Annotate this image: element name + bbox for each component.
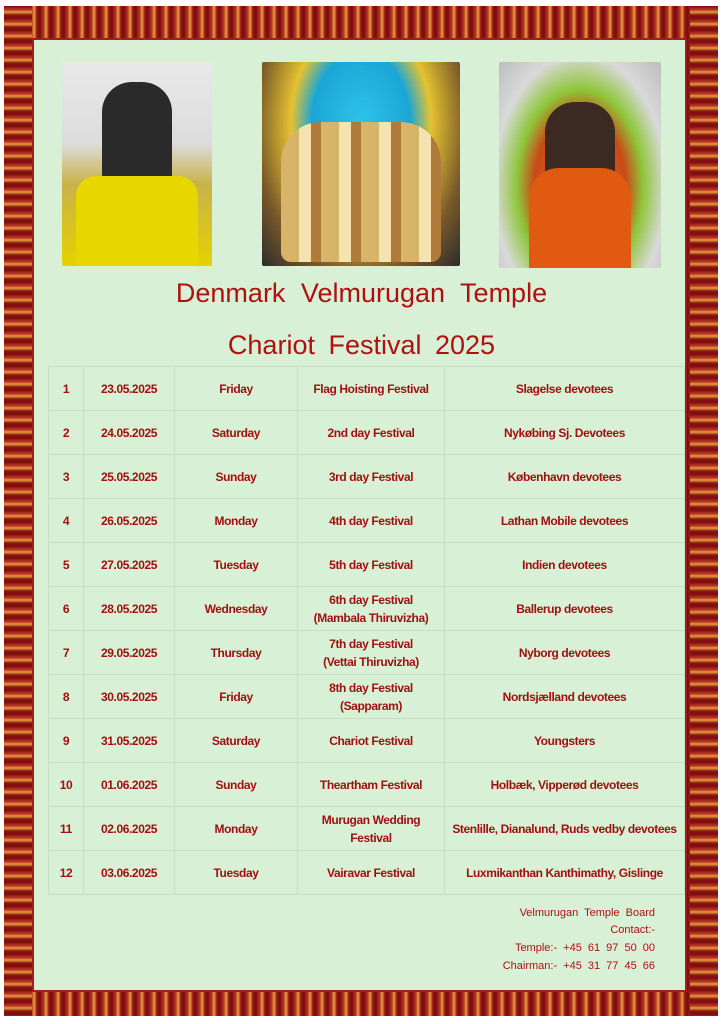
footer-temple-phone: Temple:- +45 61 97 50 00	[514, 942, 655, 954]
row-day-text: Friday	[219, 381, 253, 396]
row-event	[298, 763, 445, 807]
row-day	[175, 851, 298, 895]
row-number-text: 11	[60, 821, 72, 836]
row-day-text: Tuesday	[213, 557, 259, 572]
row-devotee-group-text: Luxmikanthan Kanthimathy, Gislinge	[466, 865, 663, 880]
row-devotee-group-text: Nykøbing Sj. Devotees	[504, 425, 625, 440]
row-number-text: 3	[62, 469, 70, 484]
row-devotee-group	[445, 499, 685, 543]
row-event-text: Murugan Wedding Festival	[321, 812, 421, 845]
ganesha-photo	[62, 62, 212, 266]
row-date-text: 30.05.2025	[100, 689, 158, 704]
table-row	[49, 587, 685, 631]
festival-schedule-table	[48, 366, 685, 895]
row-number	[49, 631, 84, 675]
row-date-text: 31.05.2025	[100, 733, 158, 748]
row-number	[49, 543, 84, 587]
row-devotee-group	[445, 631, 685, 675]
table-row	[49, 631, 685, 675]
row-devotee-group	[445, 807, 685, 851]
row-date-text: 02.06.2025	[100, 821, 158, 836]
row-date	[84, 455, 175, 499]
row-devotee-group-text: Indien devotees	[522, 557, 607, 572]
row-date-text: 25.05.2025	[100, 469, 158, 484]
row-date-text: 29.05.2025	[100, 645, 158, 660]
table-row	[49, 851, 685, 895]
row-devotee-group	[445, 851, 685, 895]
row-event	[298, 851, 445, 895]
row-date-text: 23.05.2025	[100, 381, 158, 396]
row-date-text: 28.05.2025	[100, 601, 158, 616]
row-event-text: 2nd day Festival	[327, 425, 415, 440]
row-number	[49, 411, 84, 455]
row-day-text: Friday	[219, 689, 253, 704]
deity-figure	[281, 122, 441, 262]
row-day	[175, 807, 298, 851]
row-number	[49, 455, 84, 499]
row-devotee-group-text: Stenlille, Dianalund, Ruds vedby devotees	[452, 821, 677, 836]
decorative-border-right	[690, 6, 718, 1016]
row-number-text: 8	[62, 689, 70, 704]
row-number	[49, 807, 84, 851]
row-number-text: 10	[59, 777, 73, 792]
row-devotee-group	[445, 675, 685, 719]
row-number-text: 2	[62, 425, 70, 440]
footer-board: Velmurugan Temple Board	[519, 907, 655, 919]
row-devotee-group-text: Ballerup devotees	[516, 601, 613, 616]
row-devotee-group-text: Slagelse devotees	[515, 381, 614, 396]
row-event	[298, 543, 445, 587]
table-row	[49, 807, 685, 851]
row-number	[49, 499, 84, 543]
row-event	[298, 367, 445, 411]
table-row	[49, 455, 685, 499]
row-number	[49, 719, 84, 763]
decorative-border-left	[4, 6, 32, 1016]
row-day-text: Sunday	[215, 777, 257, 792]
row-date	[84, 587, 175, 631]
row-event	[298, 587, 445, 631]
row-devotee-group-text: Nyborg devotees	[518, 645, 611, 660]
row-number	[49, 367, 84, 411]
row-devotee-group-text: Lathan Mobile devotees	[500, 513, 629, 528]
row-event-subtitle: (Mambala Thiruvizha)	[313, 610, 429, 625]
row-event	[298, 411, 445, 455]
row-number-text: 4	[62, 513, 70, 528]
row-number	[49, 675, 84, 719]
row-event-subtitle: (Vettai Thiruvizha)	[323, 654, 419, 669]
row-day	[175, 719, 298, 763]
row-event	[298, 675, 445, 719]
row-devotee-group-text: Youngsters	[533, 733, 596, 748]
row-day-text: Saturday	[211, 425, 261, 440]
row-date-text: 26.05.2025	[100, 513, 158, 528]
row-number-text: 5	[62, 557, 70, 572]
row-devotee-group	[445, 543, 685, 587]
row-date	[84, 411, 175, 455]
footer-contact-label: Contact:-	[610, 924, 655, 936]
row-event	[298, 455, 445, 499]
row-date	[84, 367, 175, 411]
row-date-text: 27.05.2025	[100, 557, 158, 572]
row-devotee-group	[445, 719, 685, 763]
table-row	[49, 367, 685, 411]
deity-cloth	[76, 176, 198, 266]
table-row	[49, 543, 685, 587]
row-day	[175, 675, 298, 719]
row-day-text: Saturday	[211, 733, 261, 748]
row-date	[84, 807, 175, 851]
row-event-text: 7th day Festival	[329, 636, 413, 651]
row-number-text: 9	[62, 733, 70, 748]
row-day-text: Tuesday	[213, 865, 259, 880]
deity-cloth	[529, 168, 631, 268]
row-number	[49, 851, 84, 895]
row-day	[175, 543, 298, 587]
row-day	[175, 631, 298, 675]
row-date	[84, 543, 175, 587]
row-date	[84, 719, 175, 763]
row-event	[298, 807, 445, 851]
row-devotee-group-text: Holbæk, Vipperød devotees	[490, 777, 639, 792]
table-row	[49, 499, 685, 543]
row-event-text: 5th day Festival	[329, 557, 413, 572]
page-subtitle: Chariot Festival 2025	[227, 330, 496, 360]
row-event-text: Theartham Festival	[319, 777, 423, 792]
row-number-text: 6	[62, 601, 70, 616]
row-devotee-group-text: København devotees	[507, 469, 622, 484]
row-number	[49, 587, 84, 631]
row-event-subtitle: (Sapparam)	[339, 698, 403, 713]
page-title: Denmark Velmurugan Temple	[175, 278, 548, 308]
row-devotee-group-text: Nordsjælland devotees	[502, 689, 627, 704]
row-day-text: Monday	[214, 513, 258, 528]
row-devotee-group	[445, 763, 685, 807]
table-row	[49, 675, 685, 719]
row-day	[175, 367, 298, 411]
murugan-photo	[262, 62, 460, 266]
row-number-text: 1	[62, 381, 70, 396]
row-number-text: 7	[62, 645, 70, 660]
table-row	[49, 719, 685, 763]
row-event-text: 8th day Festival	[329, 680, 413, 695]
row-event-text: Vairavar Festival	[327, 865, 415, 880]
row-devotee-group	[445, 367, 685, 411]
row-day	[175, 411, 298, 455]
goddess-photo	[499, 62, 661, 268]
row-event	[298, 499, 445, 543]
row-event-text: 6th day Festival	[329, 592, 413, 607]
row-event-text: Flag Hoisting Festival	[313, 381, 429, 396]
row-event	[298, 631, 445, 675]
row-event-text: Chariot Festival	[329, 733, 413, 748]
row-devotee-group	[445, 587, 685, 631]
row-date	[84, 675, 175, 719]
row-date	[84, 851, 175, 895]
row-day-text: Monday	[214, 821, 258, 836]
table-row	[49, 763, 685, 807]
row-day-text: Sunday	[215, 469, 257, 484]
footer-chairman-phone: Chairman:- +45 31 77 45 66	[502, 960, 655, 972]
row-day	[175, 763, 298, 807]
row-number-text: 12	[59, 865, 73, 880]
row-devotee-group	[445, 411, 685, 455]
row-date	[84, 499, 175, 543]
table-row	[49, 411, 685, 455]
row-event-text: 3rd day Festival	[328, 469, 414, 484]
row-date-text: 03.06.2025	[100, 865, 158, 880]
row-day-text: Thursday	[210, 645, 262, 660]
row-date-text: 01.06.2025	[100, 777, 158, 792]
row-date	[84, 631, 175, 675]
row-day	[175, 455, 298, 499]
row-date	[84, 763, 175, 807]
row-number	[49, 763, 84, 807]
row-event-text: 4th day Festival	[329, 513, 413, 528]
row-day	[175, 499, 298, 543]
row-date-text: 24.05.2025	[100, 425, 158, 440]
row-devotee-group	[445, 455, 685, 499]
row-event	[298, 719, 445, 763]
row-day	[175, 587, 298, 631]
row-day-text: Wednesday	[204, 601, 268, 616]
